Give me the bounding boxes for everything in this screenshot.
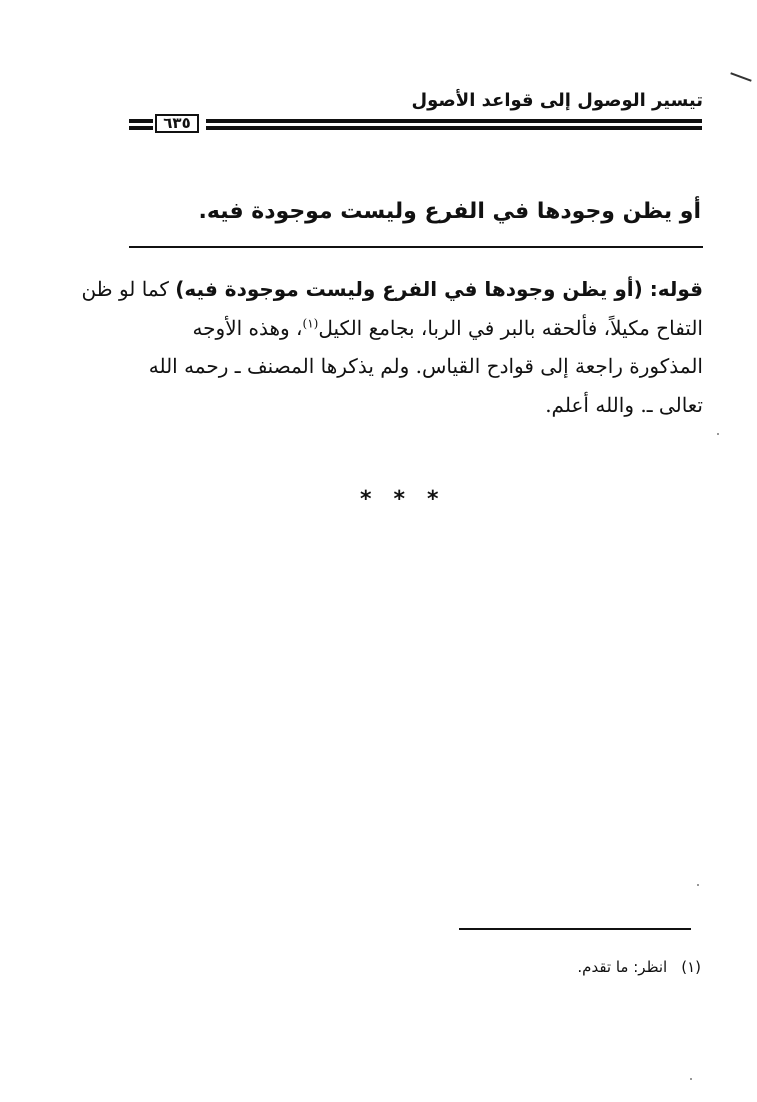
footnote-text: انظر: ما تقدم. xyxy=(577,958,668,976)
commentary-quote: (أو يظن وجودها في الفرع وليست موجودة فيه) xyxy=(175,277,643,301)
matn-text: أو يظن وجودها في الفرع وليست موجودة فيه. xyxy=(198,199,701,224)
footnote-rule xyxy=(459,928,691,930)
commentary-paragraph xyxy=(81,270,703,424)
header-rule xyxy=(206,126,702,130)
scan-speck xyxy=(690,1078,692,1080)
matn-divider xyxy=(129,246,703,248)
commentary-line-1 xyxy=(81,270,703,309)
commentary-line-3: المذكورة راجعة إلى قوادح القياس. ولم يذكرها المصنف ـ رحمه الله xyxy=(148,354,703,378)
footnote-reference: (١) xyxy=(302,315,319,330)
commentary-text: كما لو ظن xyxy=(81,277,176,301)
commentary-line-2 xyxy=(123,309,703,348)
header-rule xyxy=(206,119,702,123)
header-rule-short xyxy=(129,119,153,123)
commentary-text: التفاح مكيلاً، فألحقه بالبر في الربا، بجامع الكيل xyxy=(318,315,703,340)
header-rule-short xyxy=(129,126,153,130)
page-number: ٦٣٥ xyxy=(155,114,199,133)
scan-speck xyxy=(697,884,699,886)
commentary-lead: قوله: xyxy=(642,277,703,301)
commentary-line-4: تعالى ـ. والله أعلم. xyxy=(545,392,703,417)
scan-mark xyxy=(730,72,751,81)
footnote-marker: (١) xyxy=(681,958,701,976)
commentary-text: ، وهذه الأوجه xyxy=(192,315,303,340)
running-header-title: تيسير الوصول إلى قواعد الأصول xyxy=(411,90,703,111)
footnote xyxy=(577,958,701,976)
section-separator-stars: *** xyxy=(360,487,461,512)
scan-speck xyxy=(717,433,719,435)
